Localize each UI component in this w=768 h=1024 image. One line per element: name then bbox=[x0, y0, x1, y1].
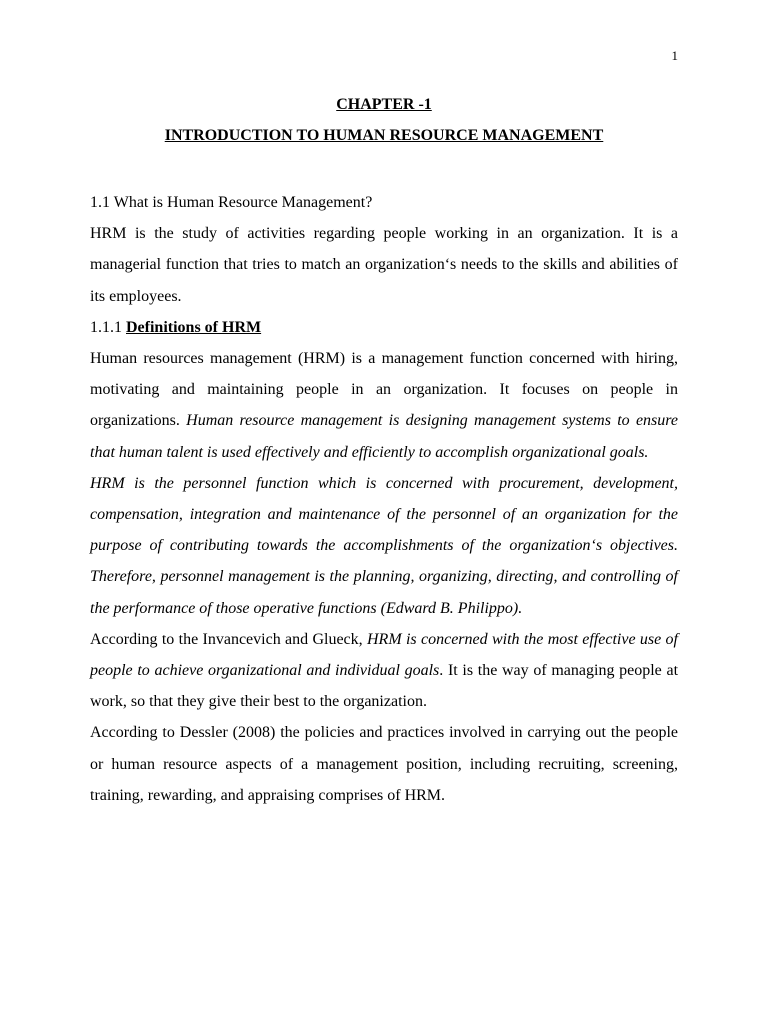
paragraph-text: According to the Invancevich and Glueck, bbox=[90, 630, 367, 648]
paragraph-text: Human resources management (HRM) is a management function concerned with hiring, motivating and maintaining people in an organization. It focuses on people in organizations. bbox=[90, 350, 678, 430]
paragraph-text: . It is the way of managing people at work, so that they give their best to the organization. bbox=[90, 662, 679, 711]
paragraph-italic-text: HRM is concerned with the most effective use of people to achieve organizational and individual goals bbox=[90, 630, 679, 680]
subsection-number: 1.1.1 bbox=[90, 318, 122, 336]
chapter-heading: CHAPTER -1 bbox=[336, 96, 432, 113]
paragraph bbox=[90, 624, 678, 718]
body-text bbox=[90, 187, 678, 811]
section-heading: 1.1 What is Human Resource Management? bbox=[90, 194, 373, 211]
subsection-title: Definitions of HRM bbox=[126, 318, 262, 336]
chapter-title: INTRODUCTION TO HUMAN RESOURCE MANAGEMENT bbox=[164, 127, 604, 144]
page-number: 1 bbox=[671, 48, 678, 63]
paragraph: According to Dessler (2008) the policies and practices involved in carrying out the people or human resource aspects of a management position, including recruiting, screening, training, rewarding, and appraising comprises of HRM. bbox=[90, 724, 678, 804]
paragraph bbox=[90, 468, 678, 624]
paragraph-italic-text: HRM is the personnel function which is concerned with procurement, development, compensation, integration and maintenance of the personnel of an organization for the purpose of contributing towards the accomplishments of the organization‘s objectives. Therefore, personnel management is the planning, organizing, directing, and controlling of the performance of those operative functions (Edward B. Philippo). bbox=[90, 474, 678, 617]
paragraph bbox=[90, 343, 678, 468]
paragraph-italic-text: Human resource management is designing management systems to ensure that human talent is used effectively and efficiently to accomplish organizational goals. bbox=[90, 412, 678, 461]
subsection-heading bbox=[90, 312, 678, 343]
paragraph: HRM is the study of activities regarding people working in an organization. It is a managerial function that tries to match an organization‘s needs to the skills and abilities of its employees. bbox=[90, 225, 678, 305]
